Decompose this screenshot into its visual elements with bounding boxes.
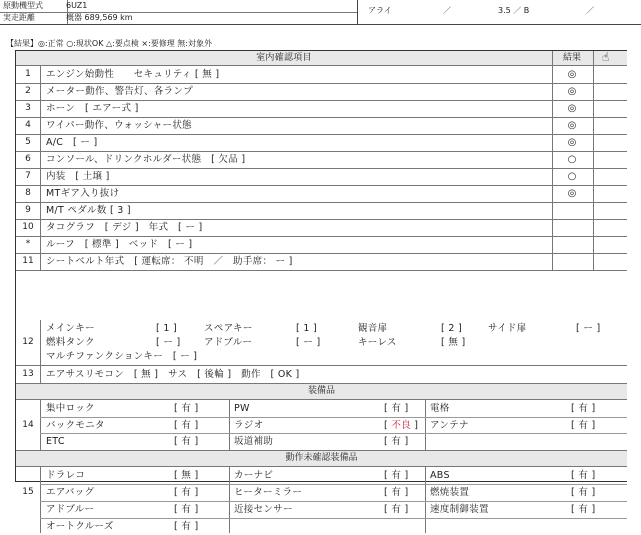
row-text: メーター動作、警告灯、各ランプ <box>46 86 194 97</box>
row-number: 14 <box>22 420 34 430</box>
table-row <box>16 117 627 135</box>
equipment-value: [ 不良 ] <box>384 419 419 431</box>
equipment-value: [ 有 ] <box>384 470 409 481</box>
equipment-label: 電格 <box>430 403 450 414</box>
hand-icon: ☝ <box>602 50 610 64</box>
divider <box>425 467 426 533</box>
row-number: 7 <box>25 171 31 181</box>
row-number: 15 <box>22 487 34 497</box>
alignment-label: アライ <box>368 6 392 15</box>
row-text: エアサスリモコン [ 無 ] サス [ 後輪 ] 動作 [ OK ] <box>46 369 300 380</box>
row-number: * <box>25 239 31 249</box>
untested-section-header: 動作未確認装備品 <box>16 451 627 467</box>
equipment-label: ヒーターミラー <box>234 487 303 498</box>
divider <box>593 66 594 83</box>
keyless-value: [ 無 ] <box>441 337 466 348</box>
row-text: 内装 [ 土壌 ] <box>46 171 110 182</box>
divider <box>593 151 594 168</box>
divider <box>40 400 41 450</box>
equipment-label: 坂道補助 <box>234 436 274 448</box>
engine-type-value: 6UZ1 <box>66 1 88 10</box>
equipment-label: エアバッグ <box>46 487 95 498</box>
equipment-label: 速度制御装置 <box>430 504 489 515</box>
divider <box>552 202 553 219</box>
result-mark: ◎ <box>567 103 577 114</box>
main-key-value: [ 1 ] <box>156 323 177 334</box>
equipment-value: [ 有 ] <box>571 419 596 431</box>
mileage-value: 概器 689,569 km <box>66 13 133 22</box>
defect-mark: 不良 <box>391 419 411 431</box>
result-mark: ○ <box>567 154 577 165</box>
table-row <box>16 202 627 220</box>
result-mark: ◎ <box>567 120 577 131</box>
adblue-value: [ ー ] <box>296 337 321 348</box>
row-number: 3 <box>25 103 31 113</box>
equipment-value: [ 有 ] <box>174 521 199 532</box>
equipment-label: オートクルーズ <box>46 521 114 532</box>
divider <box>40 134 41 151</box>
equipment-value: [ 有 ] <box>384 436 409 448</box>
divider <box>552 219 553 236</box>
divider <box>593 168 594 185</box>
equipment-value: [ 有 ] <box>571 470 596 481</box>
side-door-label: サイド扉 <box>488 323 527 334</box>
row-text: エンジン始動性 セキュリティ [ 無 ] <box>46 69 220 80</box>
divider <box>593 134 594 151</box>
table-row-12 <box>16 320 627 366</box>
row-number: 5 <box>25 137 31 147</box>
row-number: 1 <box>25 69 31 79</box>
divider <box>40 202 41 219</box>
divider <box>40 366 41 383</box>
divider <box>593 253 594 270</box>
equipment-label: ラジオ <box>234 419 264 431</box>
row-number: 12 <box>22 337 34 347</box>
equipment-label: バックモニタ <box>46 419 105 431</box>
table-row <box>16 168 627 186</box>
divider <box>229 467 230 533</box>
equipment-label: 燃焼装置 <box>430 487 470 498</box>
table-row <box>16 151 627 169</box>
equipment-label: アンテナ <box>430 419 469 431</box>
result-mark: ◎ <box>567 137 577 148</box>
divider <box>593 236 594 253</box>
equipment-section-header: 装備品 <box>16 384 627 400</box>
equipment-value: [ 有 ] <box>384 504 409 515</box>
divider <box>425 400 426 450</box>
result-mark: ○ <box>567 171 577 182</box>
result-legend: 【結果】◎:正常 ○:現状OK △:要点検 ×:要修理 無:対象外 <box>6 39 213 48</box>
row-number: 13 <box>22 369 34 379</box>
alignment-panel <box>357 0 641 25</box>
equipment-value: [ 有 ] <box>174 504 199 515</box>
divider <box>229 518 425 519</box>
equipment-value: [ 有 ] <box>571 487 596 498</box>
side-door-value: [ ー ] <box>576 323 601 334</box>
row-number: 9 <box>25 205 31 215</box>
equipment-label: アドブルー <box>46 504 95 515</box>
equipment-label: 近接センサー <box>234 504 293 515</box>
row-text: ホーン [ エアー式 ] <box>46 103 139 114</box>
divider <box>40 83 41 100</box>
result-mark: ◎ <box>567 86 577 97</box>
divider <box>593 117 594 134</box>
equipment-label: カーナビ <box>234 470 274 481</box>
table-row-14 <box>16 400 627 451</box>
table-row <box>16 253 627 271</box>
table-row-13 <box>16 366 627 384</box>
multifunction-key: マルチファンクションキー [ ー ] <box>46 351 198 362</box>
rear-door-value: [ 2 ] <box>441 323 462 334</box>
divider <box>593 100 594 117</box>
row-number: 10 <box>22 222 34 232</box>
alignment-value: 3.5 ／ B <box>498 6 530 15</box>
table-header <box>16 51 627 66</box>
row-number: 2 <box>25 86 31 96</box>
equipment-value: [ 有 ] <box>174 436 199 448</box>
divider <box>593 219 594 236</box>
equipment-value: [ 有 ] <box>384 487 409 498</box>
divider <box>425 518 627 519</box>
table-row <box>16 219 627 237</box>
row-text: タコグラフ [ デジ ] 年式 [ ー ] <box>46 222 203 233</box>
slash-mark: ／ <box>586 6 594 15</box>
table-row <box>16 236 627 254</box>
main-key-label: メインキー <box>46 323 95 334</box>
table-row <box>16 100 627 118</box>
row-number: 4 <box>25 120 31 130</box>
row-text: M/T ペダル数 [ 3 ] <box>46 205 131 216</box>
divider <box>593 51 594 65</box>
result-mark: ◎ <box>567 188 577 199</box>
table-row-15 <box>16 467 627 533</box>
equipment-label: PW <box>234 403 250 414</box>
equipment-label: ABS <box>430 470 450 481</box>
divider <box>40 185 41 202</box>
spare-key-label: スペアキー <box>204 323 253 334</box>
equipment-label: 集中ロック <box>46 403 95 414</box>
divider <box>40 320 41 365</box>
divider <box>552 253 553 270</box>
fuel-tank-label: 燃料タンク <box>46 337 95 348</box>
equipment-value: [ 無 ] <box>174 470 199 481</box>
divider <box>552 236 553 253</box>
divider <box>40 117 41 134</box>
mileage-label: 実走距離 <box>0 12 68 24</box>
equipment-label: ドラレコ <box>46 470 86 481</box>
divider <box>40 151 41 168</box>
row-text: コンソール、ドリンクホルダー状態 [ 欠品 ] <box>46 154 246 165</box>
divider <box>40 253 41 270</box>
divider <box>593 185 594 202</box>
equipment-value: [ 有 ] <box>384 403 409 414</box>
header-result: 結果 <box>562 53 581 63</box>
result-mark: ◎ <box>567 69 577 80</box>
divider <box>40 219 41 236</box>
divider <box>40 236 41 253</box>
table-row <box>16 134 627 152</box>
divider <box>593 83 594 100</box>
divider <box>40 433 229 434</box>
row-number: 6 <box>25 154 31 164</box>
equipment-value: [ 有 ] <box>571 403 596 414</box>
row-number: 11 <box>22 256 34 266</box>
adblue-label: アドブルー <box>204 337 253 348</box>
vehicle-info-panel <box>0 0 357 25</box>
row-number: 8 <box>25 188 31 198</box>
divider <box>593 202 594 219</box>
fuel-tank-value: [ ー ] <box>156 337 181 348</box>
equipment-value: [ 有 ] <box>174 419 199 431</box>
divider <box>40 66 41 83</box>
engine-type-label: 原動機型式 <box>0 0 68 12</box>
equipment-value: [ 有 ] <box>571 504 596 515</box>
row-text: シートベルト年式 [ 運転席： 不明 ／ 助手席： ー ] <box>46 256 293 267</box>
divider <box>40 168 41 185</box>
divider <box>40 100 41 117</box>
divider <box>229 400 230 450</box>
table-row <box>16 66 627 84</box>
inspection-table <box>15 50 627 532</box>
table-row <box>16 83 627 101</box>
equipment-value: [ 有 ] <box>174 403 199 414</box>
divider <box>40 467 41 533</box>
row-text: ワイパー動作、ウォッシャー状態 <box>46 120 192 131</box>
equipment-label: ETC <box>46 436 65 448</box>
rear-door-label: 観音扉 <box>358 323 388 334</box>
row-text: ルーフ [ 標準 ] ベッド [ ー ] <box>46 239 193 250</box>
table-row <box>16 185 627 203</box>
row-text: A/C [ ー ] <box>46 137 98 148</box>
spare-key-value: [ 1 ] <box>296 323 317 334</box>
equipment-value: [ 有 ] <box>174 487 199 498</box>
divider <box>425 433 627 434</box>
header-title: 室内確認項目 <box>256 53 312 63</box>
slash-mark: ／ <box>443 6 451 15</box>
keyless-label: キーレス <box>358 337 397 348</box>
row-text: MTギア入り抜け <box>46 188 120 199</box>
